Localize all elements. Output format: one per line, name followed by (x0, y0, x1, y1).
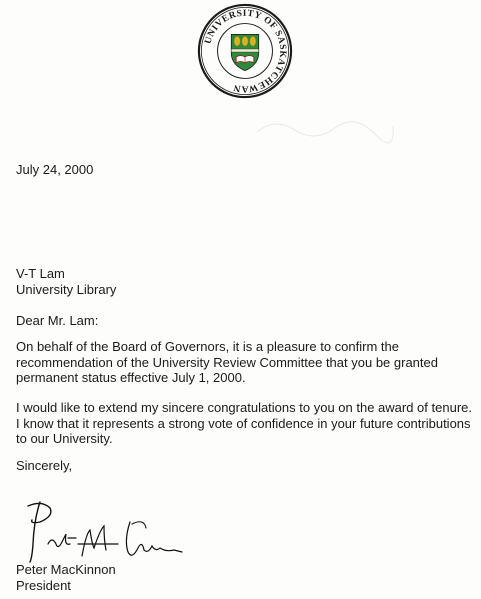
letter-date: July 24, 2000 (16, 162, 94, 177)
signer-block (16, 562, 116, 593)
svg-text:UNIVERSITY OF SASKATCHEWAN: UNIVERSITY OF SASKATCHEWAN (203, 8, 288, 94)
paragraph-line: I know that it represents a strong vote of confidence in your future contributions (16, 415, 471, 431)
paragraph-line: On behalf of the Board of Governors, it is a pleasure to confirm the (16, 339, 399, 354)
recipient-address (16, 266, 116, 297)
paragraph-line: to our University. (16, 431, 113, 446)
university-seal-logo (196, 2, 294, 100)
signer-title: President (16, 577, 71, 593)
paragraph-confirmation (16, 339, 438, 386)
signer-name: Peter MacKinnon (16, 562, 116, 577)
salutation: Dear Mr. Lam: (16, 313, 99, 328)
recipient-name: V-T Lam (16, 266, 65, 281)
recipient-department: University Library (16, 281, 117, 297)
paper-show-through-mark (255, 112, 395, 152)
paragraph-line: I would like to extend my sincere congratulations to you on the award of tenure. (16, 400, 472, 415)
closing: Sincerely, (16, 458, 73, 473)
paragraph-congratulations (16, 400, 472, 447)
handwritten-signature (14, 500, 184, 564)
paragraph-line: permanent status effective July 1, 2000. (16, 370, 246, 385)
paragraph-line: recommendation of the University Review Committee that you be granted (16, 354, 438, 370)
